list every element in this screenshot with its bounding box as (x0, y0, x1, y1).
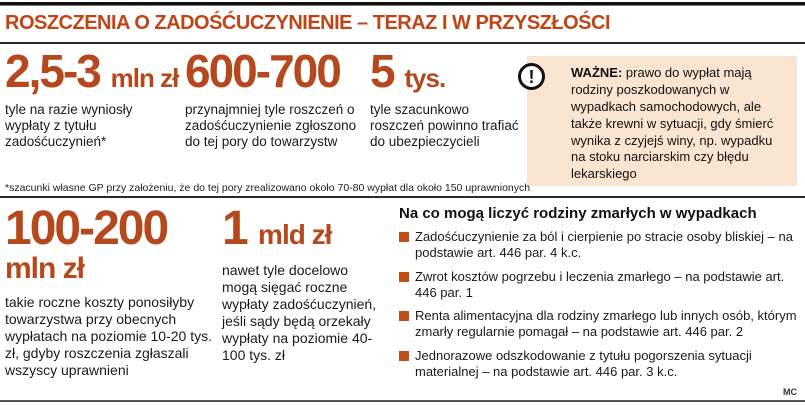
stat-number: 600-700 (185, 45, 340, 97)
stat-unit: mln zł (5, 251, 85, 285)
benefit-text: Renta alimentacyjna dla rodziny zmarłego lub innych osób, którym zmarły regularnie pomagał – na podstawie art. 446 par. 2 (415, 308, 797, 340)
stat-number: 2,5-3 (5, 45, 100, 97)
benefit-text: Zwrot kosztów pogrzebu i leczenia zmarłego – na podstawie art. 446 par. 1 (415, 268, 785, 300)
stat-target-payouts (222, 202, 377, 364)
stat-description: takie roczne koszty ponosiłyby towarzystwa przy obecnych wypłatach na poziomie 10-20 tys. zł, gdyby roszczenia zgłaszali wszyscy uprawnieni (5, 293, 212, 378)
important-label: WAŻNE: (571, 65, 623, 80)
benefits-heading: Na co mogą liczyć rodziny zmarłych w wypadkach (399, 205, 757, 222)
stat-number: 100-200 (5, 202, 168, 255)
stat-annual-costs (5, 202, 212, 379)
benefit-item (399, 269, 803, 301)
title-divider (0, 42, 805, 44)
exclamation-icon: ! (518, 63, 545, 90)
bullet-square-icon (399, 311, 409, 321)
stat-number: 5 (370, 45, 394, 97)
benefit-text: Zadośćuczynienie za ból i cierpienie po stracie osoby bliskiej – na podstawie art. 446 par. 4 k.c. (415, 229, 793, 260)
stat-number: 1 (222, 202, 247, 255)
bullet-square-icon (399, 272, 409, 282)
page-title: ROSZCZENIA O ZADOŚĆUCZYNIENIE – TERAZ I W PRZYSZŁOŚCI (5, 12, 611, 34)
stat-unit: mln zł (110, 63, 179, 93)
footnote: *szacunki własne GP przy założeniu, że do tej pory zrealizowano około 70-80 wypłat dla około 150 uprawnionych (5, 182, 531, 194)
benefit-item (399, 308, 803, 340)
stat-description: tyle szacunkowo roszczeń powinno trafiać do ubezpieczycieli (370, 101, 519, 150)
stat-payouts-so-far (5, 45, 179, 150)
top-rule (0, 2, 805, 6)
benefit-item (399, 229, 803, 261)
stat-value (185, 45, 367, 97)
bottom-rule (0, 400, 805, 402)
important-text: prawo do wypłat mają rodziny poszkodowanych w wypadkach samochodowych, ale także krewni w sytuacji, gdy śmierć wynika z czyjejś winy, np. wypadku na stoku narciarskim czy błędu lekarskiego (571, 65, 774, 182)
stat-value (5, 202, 212, 285)
bullet-square-icon (399, 351, 409, 361)
benefit-item (399, 348, 803, 380)
stat-value (5, 45, 179, 97)
stat-expected-claims (370, 45, 522, 150)
bullet-square-icon (399, 232, 409, 242)
section-divider (0, 196, 805, 198)
stat-value (222, 202, 377, 255)
stat-claims-filed (185, 45, 367, 150)
benefits-section (399, 205, 803, 388)
stat-unit: tys. (404, 63, 446, 93)
stat-unit: mld zł (258, 219, 332, 250)
stat-description: przynajmniej tyle roszczeń o zadośćuczynienie zgłoszono do tej pory do towarzystw (185, 101, 357, 150)
stat-value (370, 45, 522, 97)
benefit-text: Jednorazowe odszkodowanie z tytułu pogorszenia sytuacji materialnej – na podstawie art. 446 par. 3 k.c. (415, 348, 752, 380)
stat-description: nawet tyle docelowo mogą sięgać roczne wypłaty zadośćuczynień, jeśli sądy będą orzekały wypłaty na poziomie 40-100 tys. zł (222, 261, 377, 363)
important-note-box (527, 56, 797, 186)
stat-description: tyle na razie wyniosły wypłaty z tytułu zadośćuczynień* (5, 101, 133, 150)
credit-initials: MC (783, 387, 797, 397)
